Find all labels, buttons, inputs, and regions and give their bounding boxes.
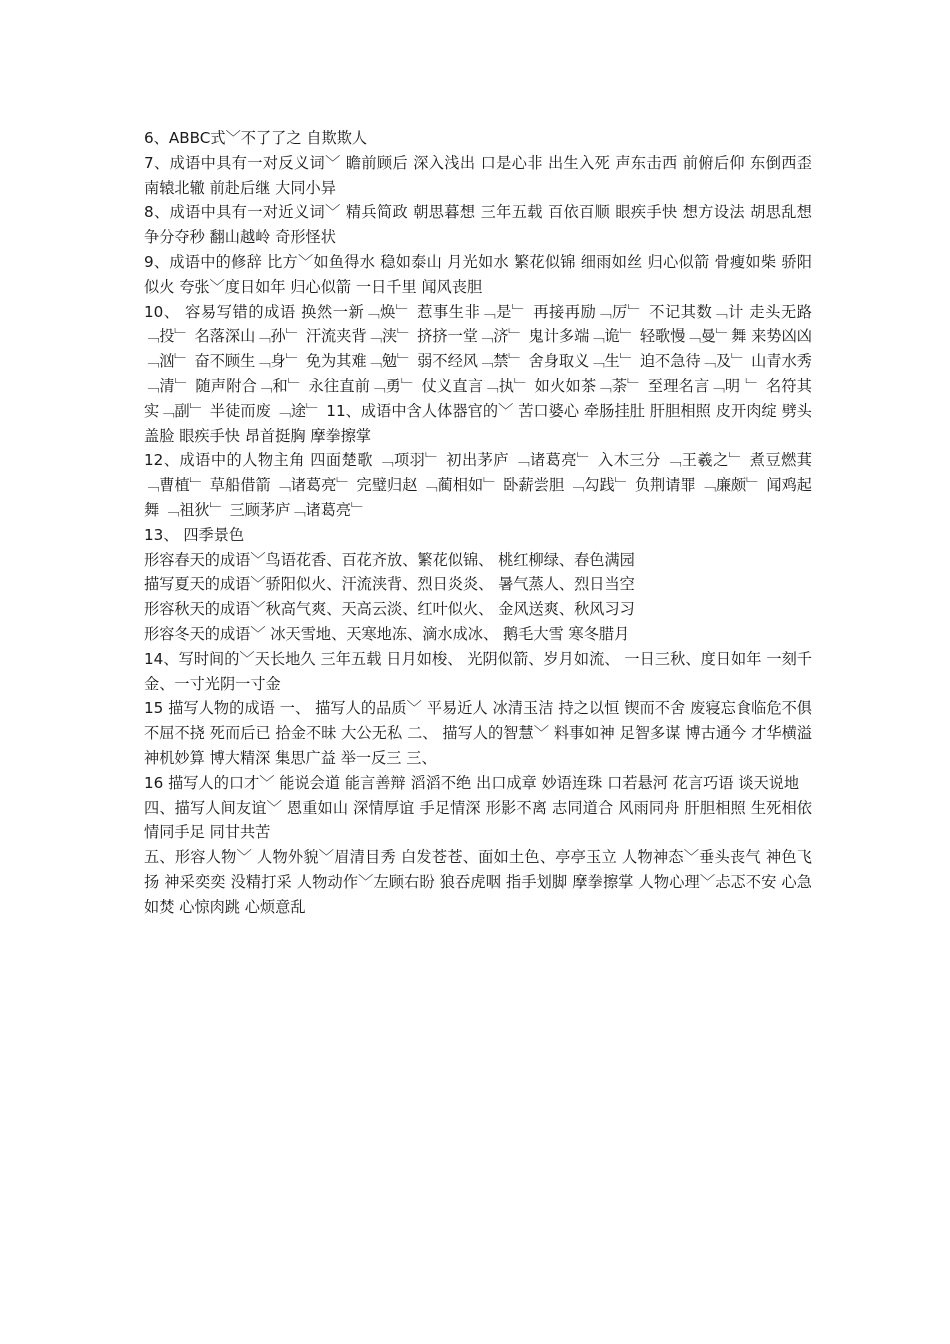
paragraph-autumn: 形容秋天的成语﹀秋高气爽、天高云淡、红叶似火、 金风送爽、秋风习习 [144,600,635,619]
paragraph-spring: 形容春天的成语﹀鸟语花香、百花齐放、繁花似锦、 桃红柳绿、春色满园 [144,550,635,569]
paragraph-winter: 形容冬天的成语﹀ 冰天雪地、天寒地冻、滴水成冰、 鹅毛大雪 寒冬腊月 [144,624,630,643]
paragraph-abbc: 6、ABBC式﹀不了了之 自欺欺人 [144,129,368,147]
paragraph-time: 14、写时间的﹀天长地久 三年五载 日月如梭、 光阴似箭、岁月如流、 一日三秋、度日如年 一刻千金、一寸光阴一寸金 [144,649,812,693]
paragraph-characters: 12、成语中的人物主角 四面楚歌 ﹁项羽﹂ 初出茅庐 ﹁诸葛亮﹂ 入木三分 ﹁王羲之﹂ 煮豆燃萁 ﹁曹植﹂ 草船借箭 ﹁诸葛亮﹂ 完璧归赵 ﹁蔺相如﹂ 卧薪尝胆 ﹁勾践﹂ 负荆请罪 ﹁廉颇﹂ 闻鸡起舞 ﹁祖狄﹂ 三顾茅庐﹁诸葛亮﹂ [144,451,812,519]
paragraph-summer: 描写夏天的成语﹀骄阳似火、汗流浃背、烈日炎炎、 暑气蒸人、烈日当空 [144,575,635,594]
paragraph-misspelled: 10、 容易写错的成语 换然一新﹁焕﹂ 惹事生非﹁是﹂ 再接再励﹁厉﹂ 不记其数﹁计 走头无路﹁投﹂ 名落深山﹁孙﹂ 汗流夹背﹁浃﹂ 挤挤一堂﹁济﹂ 鬼计多端﹁诡﹂ 轻歌慢﹁曼﹂舞 来势凶凶﹁汹﹂ 奋不顾生﹁身﹂ 免为其难﹁勉﹂ 弱不经风﹁禁﹂ 舍身取义﹁生﹂ 迫不急待﹁及﹂ 山青水秀﹁清﹂ 随声附合﹁和﹂ 永往直前﹁勇﹂ 仗义直言﹁执﹂ 如火如茶﹁荼﹂ 至理名言﹁明 ﹂ 名符其实﹁副﹂ 半徒而废 ﹁途﹂ 11、成语中含人体器官的﹀ 苦口婆心 牵肠挂肚 肝胆相照 皮开肉绽 劈头盖脸 眼疾手快 昂首挺胸 摩拳擦掌 [144,302,812,445]
paragraph-synonyms: 8、成语中具有一对近义词﹀ 精兵简政 朝思暮想 三年五载 百依百顺 眼疾手快 想方设法 胡思乱想 争分夺秒 翻山越岭 奇形怪状 [144,203,812,247]
paragraph-appearance: 五、形容人物﹀ 人物外貌﹀眉清目秀 白发苍苍、面如土色、亭亭玉立 人物神态﹀垂头丧气 神色飞扬 神采奕奕 没精打采 人物动作﹀左顾右盼 狼吞虎咽 指手划脚 摩拳擦掌 人物心理﹀忐忑不安 心急如焚 心惊肉跳 心烦意乱 [144,848,812,916]
paragraph-antonyms: 7、成语中具有一对反义词﹀ 瞻前顾后 深入浅出 口是心非 出生入死 声东击西 前俯后仰 东倒西歪 南辕北辙 前赴后继 大同小异 [144,153,812,197]
document-body [144,126,812,920]
paragraph-people-qualities: 15 描写人物的成语 一、 描写人的品质﹀ 平易近人 冰清玉洁 持之以恒 锲而不舍 废寝忘食临危不俱 不屈不挠 死而后已 拾金不昧 大公无私 二、 描写人的智慧﹀ 料事如神 足智多谋 博古通今 才华横溢 神机妙算 博大精深 集思广益 举一反三 三、 [144,699,812,767]
paragraph-friendship: 四、描写人间友谊﹀ 恩重如山 深情厚谊 手足情深 形影不离 志同道合 风雨同舟 肝胆相照 生死相依 情同手足 同甘共苦 [144,798,812,842]
section-heading-seasons: 13、 四季景色 [144,525,245,544]
paragraph-rhetoric: 9、成语中的修辞 比方﹀如鱼得水 稳如泰山 月光如水 繁花似锦 细雨如丝 归心似箭 骨瘦如柴 骄阳似火 夸张﹀度日如年 归心似箭 一日千里 闻风丧胆 [144,252,812,296]
paragraph-eloquence: 16 描写人的口才﹀ 能说会道 能言善辩 滔滔不绝 出口成章 妙语连珠 口若悬河 花言巧语 谈天说地 [144,773,800,792]
